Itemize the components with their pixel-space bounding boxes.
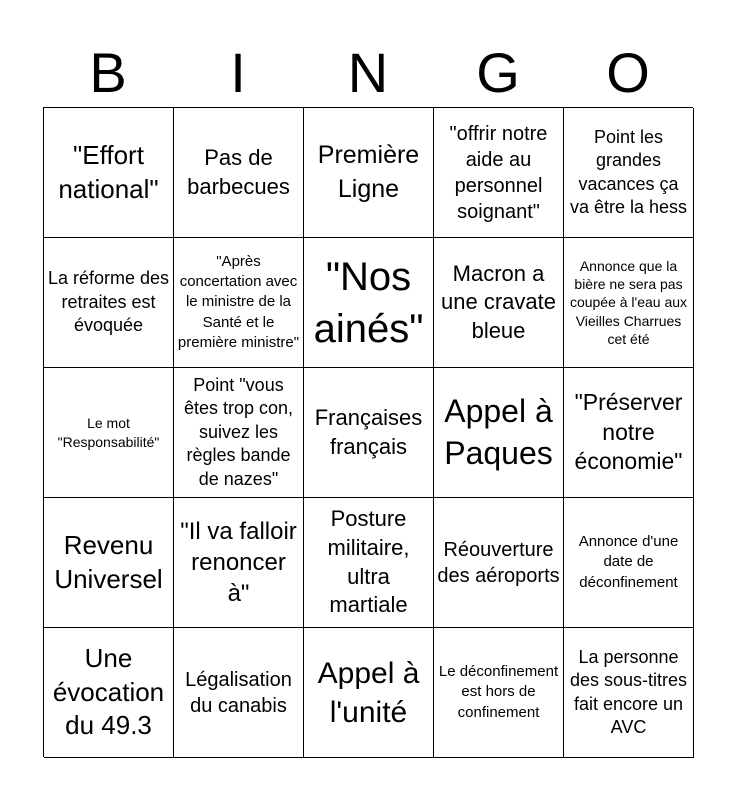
cell-text: Une évocation du 49.3 [52, 642, 165, 741]
header-letter-b: B [89, 41, 127, 104]
cell-text: Réouverture des aéroports [437, 538, 560, 587]
bingo-cell-r5c1[interactable] [44, 628, 174, 758]
bingo-cell-r3c5[interactable] [564, 368, 694, 498]
bingo-cell-r2c5[interactable] [564, 238, 694, 368]
cell-text: La personne des sous-titres fait encore un AVC [569, 646, 688, 737]
bingo-cell-r1c1[interactable] [44, 108, 174, 238]
bingo-cell-r1c2[interactable] [174, 108, 304, 238]
bingo-cell-r3c1[interactable] [44, 368, 174, 498]
bingo-cell-r4c3[interactable] [304, 498, 434, 628]
header-letter-g: G [476, 41, 520, 104]
header-letter-o: O [606, 41, 650, 104]
cell-text: "Nos ainés" [313, 254, 424, 351]
bingo-cell-r2c2[interactable] [174, 238, 304, 368]
bingo-cell-r4c2[interactable] [174, 498, 304, 628]
cell-text: Annonce d'une date de déconfinement [578, 533, 679, 591]
cell-text: Le mot "Responsabilité" [57, 415, 160, 450]
cell-text: "Après concertation avec le ministre de la Santé et le première ministre" [177, 252, 300, 351]
cell-text: Pas de barbecues [187, 144, 290, 199]
cell-text: "offrir notre aide au personnel soignant" [449, 122, 548, 223]
cell-text: Appel à Paques [444, 392, 553, 471]
header-letter-i: I [230, 41, 246, 104]
cell-text: Posture militaire, ultra martiale [327, 506, 410, 618]
bingo-cell-r5c4[interactable] [434, 628, 564, 758]
cell-text: Françaises français [314, 404, 423, 459]
cell-text: Point "vous êtes trop con, suivez les règles bande de nazes" [183, 375, 294, 489]
bingo-cell-r2c4[interactable] [434, 238, 564, 368]
cell-text: Revenu Universel [54, 529, 163, 594]
bingo-cell-r1c5[interactable] [564, 108, 694, 238]
bingo-cell-r4c1[interactable] [44, 498, 174, 628]
bingo-header [43, 40, 693, 106]
cell-text: La réforme des retraites est évoquée [47, 268, 170, 336]
header-letter-n: N [347, 41, 389, 104]
cell-text: "Il va falloir renoncer à" [180, 517, 297, 608]
bingo-cell-r5c5[interactable] [564, 628, 694, 758]
cell-text: Appel à l'unité [317, 656, 420, 729]
bingo-cell-r1c4[interactable] [434, 108, 564, 238]
cell-text: "Préserver notre économie" [574, 388, 683, 475]
bingo-cell-r5c3[interactable] [304, 628, 434, 758]
bingo-cell-r4c4[interactable] [434, 498, 564, 628]
cell-text: Macron a une cravate bleue [441, 260, 556, 343]
cell-text: Première Ligne [317, 140, 420, 203]
bingo-cell-r2c1[interactable] [44, 238, 174, 368]
bingo-cell-r1c3[interactable] [304, 108, 434, 238]
cell-text: Point les grandes vacances ça va être la hess [569, 126, 688, 217]
bingo-cell-r5c2[interactable] [174, 628, 304, 758]
cell-text: Légalisation du canabis [185, 668, 292, 717]
bingo-board [43, 107, 693, 757]
bingo-cell-r3c3[interactable] [304, 368, 434, 498]
bingo-cell-r4c5[interactable] [564, 498, 694, 628]
cell-text: Le déconfinement est hors de confinement [438, 663, 559, 721]
bingo-cell-r3c4[interactable] [434, 368, 564, 498]
bingo-cell-r2c3[interactable] [304, 238, 434, 368]
bingo-cell-r3c2[interactable] [174, 368, 304, 498]
cell-text: Annonce que la bière ne sera pas coupée à l'eau aux Vieilles Charrues cet été [569, 258, 688, 347]
cell-text: "Effort national" [58, 139, 159, 204]
